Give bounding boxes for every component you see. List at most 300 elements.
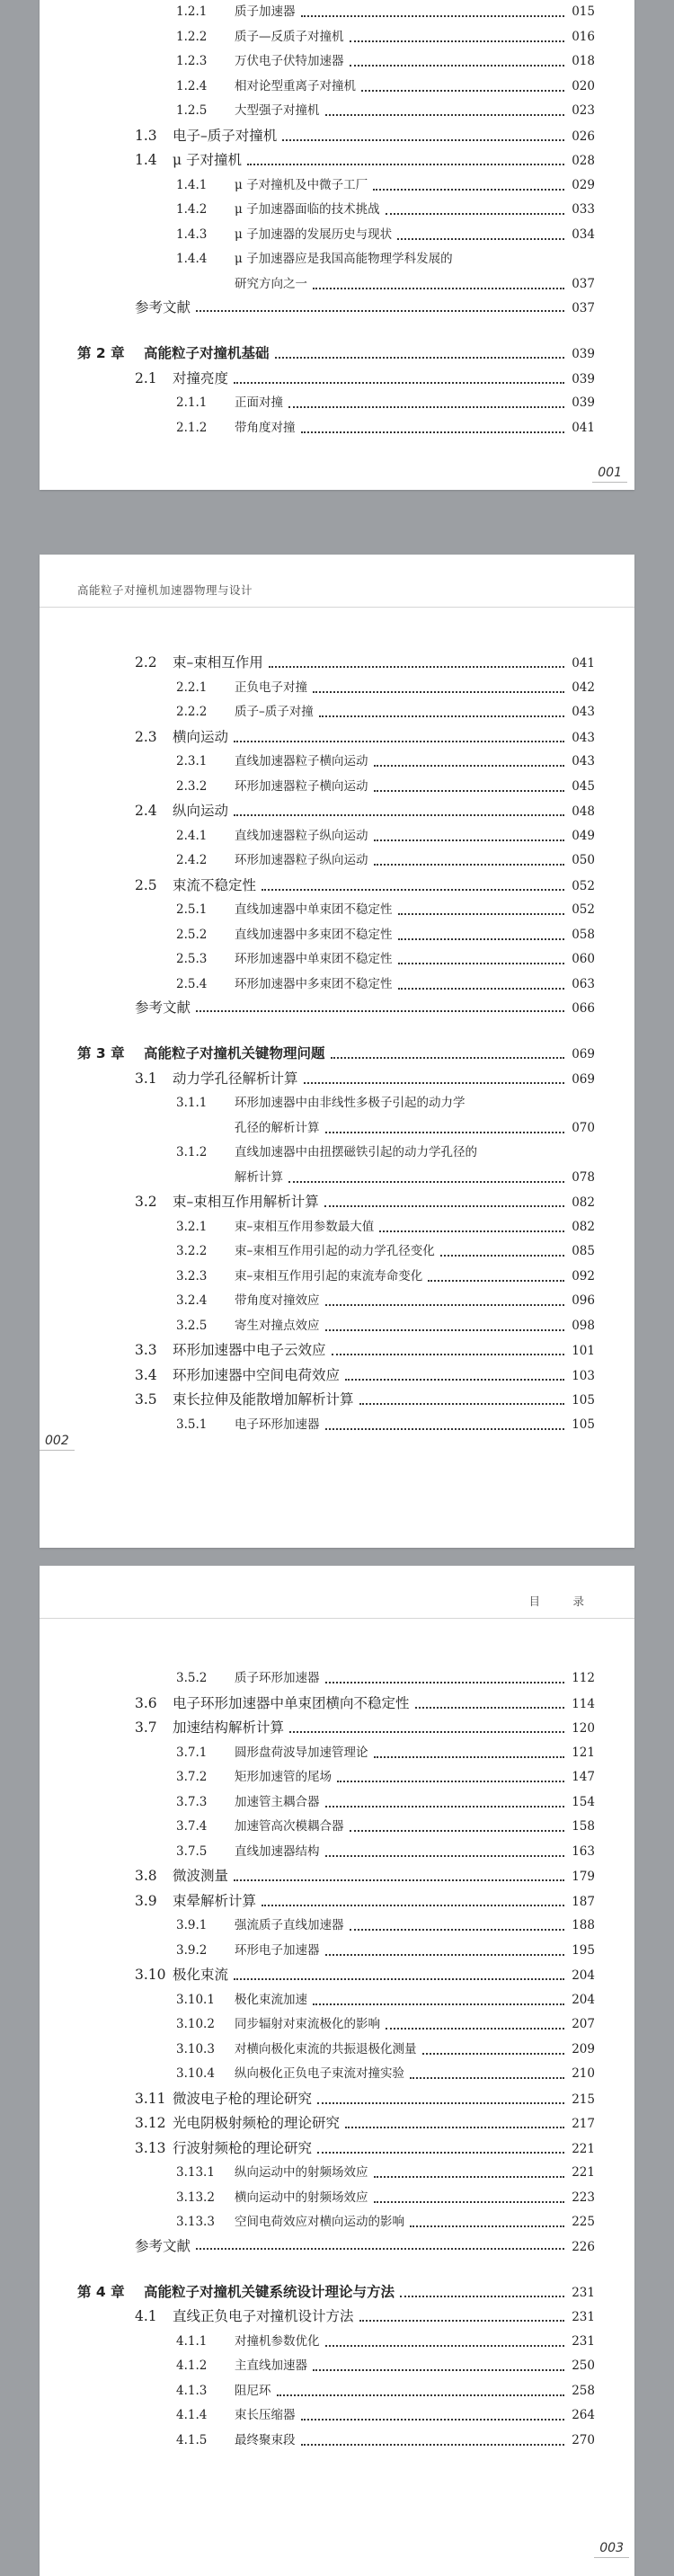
entry-number: 1.2.4	[176, 78, 208, 93]
entry-title: 大型强子对撞机	[235, 103, 320, 118]
dot-leader	[373, 188, 564, 191]
page-number: 041	[572, 420, 595, 435]
page-number: 147	[572, 1770, 595, 1784]
entry-title: 对横向极化束流的共振退极化测量	[235, 2041, 417, 2056]
toc-entry[interactable]	[77, 2429, 595, 2454]
toc-entry[interactable]	[77, 651, 595, 676]
page-number: 163	[572, 1843, 595, 1859]
toc-entry[interactable]	[77, 2186, 595, 2211]
toc-entry[interactable]	[77, 1666, 595, 1692]
dot-leader	[324, 1204, 564, 1207]
toc-entry[interactable]	[77, 973, 595, 998]
toc-entry[interactable]	[77, 997, 595, 1017]
entry-number: 3.10.1	[176, 1992, 215, 2007]
entry-number: 3.7.4	[176, 1819, 208, 1834]
entry-title: 直线正负电子对撞机设计方法	[173, 2308, 354, 2324]
toc-entry[interactable]	[77, 1815, 595, 1840]
entry-title: 强流质子直线加速器	[235, 1918, 344, 1932]
toc-entry[interactable]	[77, 391, 595, 416]
dot-leader	[301, 2443, 565, 2446]
dot-leader	[386, 212, 564, 215]
entry-number: 2.5.4	[176, 976, 208, 991]
entry-title: 圆形盘荷波导加速管理论	[235, 1745, 368, 1760]
page-number: 043	[572, 754, 595, 768]
toc-entry[interactable]	[77, 148, 595, 173]
dot-leader	[332, 1353, 564, 1355]
running-head: 目 录	[528, 1594, 595, 1608]
page-number: 188	[572, 1918, 595, 1932]
toc-page-3	[40, 1566, 634, 2576]
entry-title: 直线加速器中单束团不稳定性	[235, 902, 393, 917]
dot-leader	[345, 1378, 564, 1381]
entry-title: 纵向极化正负电子束流对撞实验	[235, 2066, 404, 2081]
toc-entry[interactable]	[77, 775, 595, 800]
toc-entry[interactable]	[77, 2403, 595, 2429]
entry-number: 3.2.3	[176, 1268, 208, 1284]
dot-leader	[277, 2394, 565, 2396]
toc-entry[interactable]	[77, 1963, 595, 1988]
toc-entry[interactable]	[77, 99, 595, 124]
entry-number: 3.5	[135, 1391, 157, 1408]
toc-entry[interactable]	[77, 1413, 595, 1438]
page-number: 105	[572, 1417, 595, 1432]
page-number: 039	[572, 347, 595, 361]
toc-entry[interactable]	[77, 2161, 595, 2186]
entry-title: 束–束相互作用解析计算	[173, 1194, 319, 1210]
dot-leader	[317, 2101, 564, 2104]
page-number: 043	[572, 705, 595, 719]
entry-title: 环形加速器中由非线性多极子引起的动力学	[235, 1096, 466, 1110]
page-number: 066	[572, 1001, 595, 1016]
dot-leader	[374, 764, 565, 767]
page-number: 023	[572, 103, 595, 118]
entry-number: 2.2	[135, 654, 157, 671]
entry-title: 相对论型重离子对撞机	[235, 78, 356, 93]
toc-entry[interactable]	[77, 750, 595, 775]
entry-title: 光电阴极射频枪的理论研究	[173, 2115, 341, 2131]
dot-leader	[345, 2126, 564, 2128]
toc-entry[interactable]	[77, 198, 595, 223]
toc-entry[interactable]	[77, 1166, 595, 1191]
entry-title: 束长拉伸及能散增加解析计算	[173, 1391, 354, 1408]
dot-leader	[325, 1328, 565, 1331]
toc-entry[interactable]	[77, 0, 595, 25]
toc-entry[interactable]	[77, 367, 595, 392]
toc-entry[interactable]	[77, 947, 595, 973]
toc-entry[interactable]	[77, 1116, 595, 1141]
entry-title: 质子–质子对撞	[235, 705, 314, 719]
dot-leader	[317, 2151, 564, 2154]
entry-title: 束–束相互作用参数最大值	[235, 1219, 375, 1234]
entry-number: 4.1.1	[176, 2333, 208, 2349]
page-number: 015	[572, 4, 595, 19]
entry-number: 3.2.2	[176, 1244, 208, 1258]
toc-entry[interactable]	[77, 1939, 595, 1964]
toc-page-1	[40, 0, 634, 490]
dot-leader	[361, 89, 564, 92]
toc-entry[interactable]	[77, 247, 595, 272]
page-number: 085	[572, 1244, 595, 1258]
toc-entry[interactable]	[77, 1289, 595, 1314]
page-number: 112	[572, 1671, 595, 1685]
chapter-entry[interactable]	[77, 1042, 595, 1067]
toc-entry[interactable]	[77, 2379, 595, 2404]
entry-title: μ 子加速器的发展历史与现状	[235, 227, 393, 242]
page-number: 042	[572, 680, 595, 695]
entry-title: 束–束相互作用	[173, 654, 263, 671]
entry-number: 2.3	[135, 728, 157, 745]
entry-title: 极化束流加速	[235, 1992, 307, 2007]
entry-number: 3.9	[135, 1892, 157, 1909]
entry-number: 3.13.2	[176, 2190, 215, 2205]
toc-entry[interactable]	[77, 2136, 595, 2162]
page-number: 120	[572, 1721, 595, 1736]
entry-number: 1.2.1	[176, 4, 208, 19]
dot-leader	[440, 1254, 564, 1257]
entry-title: 正面对撞	[235, 395, 283, 410]
entry-title: 加速管主耦合器	[235, 1794, 320, 1809]
dot-leader	[386, 2027, 564, 2030]
entry-number: 3.10.2	[176, 2017, 215, 2031]
dot-leader	[301, 2418, 565, 2421]
page-number: 209	[572, 2041, 595, 2056]
page-number: 225	[572, 2215, 595, 2229]
dot-leader	[269, 665, 564, 668]
entry-number: 3.2.1	[176, 1219, 208, 1234]
entry-title: μ 子加速器面临的技术挑战	[235, 202, 380, 217]
entry-number: 3.1.2	[176, 1145, 208, 1159]
entry-title: 高能粒子对撞机关键系统设计理论与方法	[144, 2283, 395, 2300]
entry-number: 2.5.2	[176, 927, 208, 942]
toc-entry[interactable]	[77, 1338, 595, 1364]
entry-title: 环形加速器中空间电荷效应	[173, 1366, 341, 1383]
toc-entry[interactable]	[77, 2210, 595, 2235]
toc-entry[interactable]	[77, 1091, 595, 1116]
header-rule	[40, 1618, 634, 1619]
page-number: 264	[572, 2408, 595, 2422]
toc-entry[interactable]	[77, 1265, 595, 1290]
page-number: 221	[572, 2141, 595, 2156]
dot-leader	[325, 1303, 565, 1306]
dot-leader	[398, 912, 565, 915]
toc-entry[interactable]	[77, 1692, 595, 1717]
toc-entry[interactable]	[77, 1716, 595, 1741]
page-number: 195	[572, 1942, 595, 1958]
entry-number: 3.5.1	[176, 1417, 208, 1432]
dot-leader	[350, 1829, 565, 1832]
toc-entry[interactable]	[77, 416, 595, 441]
entry-title: 矩形加速管的尾场	[235, 1770, 332, 1784]
toc-entry[interactable]	[77, 676, 595, 701]
toc-entry[interactable]	[77, 1067, 595, 1092]
entry-title: 孔径的解析计算	[235, 1120, 320, 1135]
toc-entry[interactable]	[77, 75, 595, 100]
toc-entry[interactable]	[77, 173, 595, 199]
dot-leader	[410, 2076, 564, 2079]
entry-title: 质子加速器	[235, 4, 296, 19]
entry-title: 动力学孔径解析计算	[173, 1070, 298, 1087]
toc-entry[interactable]	[77, 223, 595, 248]
entry-title: 高能粒子对撞机基础	[144, 345, 270, 361]
toc-entry[interactable]	[77, 1239, 595, 1265]
dot-leader	[374, 839, 565, 841]
page-number: 210	[572, 2066, 595, 2081]
dot-leader	[400, 2295, 564, 2297]
entry-number: 3.2.4	[176, 1293, 208, 1308]
entry-title: 环形加速器中多束团不稳定性	[235, 976, 393, 991]
entry-number: 1.2.5	[176, 103, 208, 118]
page-number: 029	[572, 177, 595, 192]
entry-title: 主直线加速器	[235, 2358, 307, 2373]
toc-entry[interactable]	[77, 1988, 595, 2013]
page-number: 231	[572, 2333, 595, 2349]
page-number: 096	[572, 1293, 595, 1308]
toc-entry[interactable]	[77, 1889, 595, 1914]
toc-entry[interactable]	[77, 874, 595, 899]
page-number: 043	[572, 730, 595, 745]
dot-leader	[374, 1755, 565, 1758]
entry-title: 束–束相互作用引起的动力学孔径变化	[235, 1244, 435, 1258]
toc-entry[interactable]	[77, 898, 595, 923]
dot-leader	[289, 1730, 564, 1733]
entry-title: 加速结构解析计算	[173, 1719, 285, 1736]
toc-entry[interactable]	[77, 1314, 595, 1339]
entry-number: 3.5.2	[176, 1671, 208, 1685]
page-number: 105	[572, 1393, 595, 1408]
entry-number: 4.1.5	[176, 2432, 208, 2447]
dot-leader	[398, 987, 565, 990]
entry-number: 3.9.1	[176, 1918, 208, 1932]
page-folio: 001	[598, 466, 622, 480]
page-number: 098	[572, 1318, 595, 1333]
toc-entry[interactable]	[77, 25, 595, 50]
entry-number: 3.13.3	[176, 2215, 215, 2229]
entry-title: 带角度对撞	[235, 420, 296, 435]
chapter-entry[interactable]	[77, 2280, 595, 2305]
entry-number: 1.4	[135, 152, 157, 168]
page-number: 020	[572, 78, 595, 93]
entry-number: 3.7.3	[176, 1794, 208, 1809]
toc-entry[interactable]	[77, 799, 595, 824]
page-number: 049	[572, 828, 595, 843]
page-number: 078	[572, 1169, 595, 1185]
page-number: 231	[572, 2310, 595, 2324]
dot-leader	[262, 888, 564, 891]
page-number: 069	[572, 1047, 595, 1061]
dot-leader	[313, 690, 564, 693]
entry-title: 电子环形加速器	[235, 1417, 320, 1432]
entry-title: 束–束相互作用引起的束流寿命变化	[235, 1268, 423, 1284]
toc-entry[interactable]	[77, 2330, 595, 2355]
entry-title: 环形加速器中单束团不稳定性	[235, 952, 393, 966]
entry-number: 2.3.2	[176, 778, 208, 794]
toc-entry[interactable]	[77, 1215, 595, 1240]
entry-title: 高能粒子对撞机关键物理问题	[144, 1045, 325, 1061]
dot-leader	[288, 1180, 564, 1183]
dot-leader	[374, 2200, 565, 2203]
page-number: 207	[572, 2017, 595, 2031]
entry-title: 行波射频枪的理论研究	[173, 2139, 313, 2156]
entry-number: 第 4 章	[77, 2283, 125, 2300]
entry-number: 2.4	[135, 803, 157, 819]
toc-entry[interactable]	[77, 700, 595, 725]
dot-leader	[288, 405, 564, 408]
entry-title: μ 子对撞机	[173, 152, 243, 168]
page-folio: 003	[599, 2541, 624, 2555]
toc-entry[interactable]	[77, 1741, 595, 1766]
entry-title: 直线加速器中由扭摆磁铁引起的动力学孔径的	[235, 1145, 477, 1159]
entry-number: 3.2.5	[176, 1318, 208, 1333]
page-number: 092	[572, 1268, 595, 1284]
entry-number: 2.1.2	[176, 420, 208, 435]
page-number: 026	[572, 129, 595, 144]
dot-leader	[247, 163, 564, 165]
entry-title: 电子–质子对撞机	[173, 127, 278, 144]
toc-entry[interactable]	[77, 124, 595, 149]
dot-leader	[275, 356, 564, 359]
toc-entry[interactable]	[77, 824, 595, 849]
entry-title: 万伏电子伏特加速器	[235, 54, 344, 68]
toc-entry[interactable]	[77, 848, 595, 874]
dot-leader	[301, 14, 565, 17]
entry-number: 1.4.4	[176, 252, 208, 266]
toc-entry[interactable]	[77, 1840, 595, 1865]
dot-leader	[350, 40, 565, 42]
toc-entry[interactable]	[77, 1190, 595, 1215]
dot-leader	[234, 381, 564, 384]
entry-number: 1.2.2	[176, 29, 208, 44]
entry-number: 3.7.5	[176, 1843, 208, 1859]
toc-entry[interactable]	[77, 1864, 595, 1889]
toc-list	[77, 1666, 595, 2453]
entry-title: 直线加速器结构	[235, 1843, 320, 1859]
dot-leader	[422, 2052, 565, 2055]
entry-title: 参考文献	[135, 299, 191, 315]
entry-title: 研究方向之一	[235, 276, 307, 291]
toc-entry[interactable]	[77, 1790, 595, 1816]
dot-leader	[398, 937, 565, 940]
page-number: 028	[572, 154, 595, 168]
entry-title: μ 子对撞机及中微子工厂	[235, 177, 368, 192]
page-number: 016	[572, 29, 595, 44]
entry-number: 3.1	[135, 1070, 157, 1087]
toc-page-2	[40, 555, 634, 1548]
toc-entry[interactable]	[77, 2038, 595, 2063]
entry-title: 带角度对撞效应	[235, 1293, 320, 1308]
dot-leader	[325, 1681, 565, 1683]
toc-entry[interactable]	[77, 2062, 595, 2087]
entry-title: 环形加速器中电子云效应	[173, 1342, 326, 1358]
page-number: 082	[572, 1219, 595, 1234]
entry-title: 空间电荷效应对横向运动的影响	[235, 2215, 404, 2229]
toc-entry[interactable]	[77, 1914, 595, 1939]
page-number: 039	[572, 371, 595, 386]
dot-leader	[234, 740, 564, 742]
entry-title: 微波测量	[173, 1868, 229, 1884]
entry-number: 2.5.3	[176, 952, 208, 966]
entry-number: 3.3	[135, 1342, 157, 1358]
toc-entry[interactable]	[77, 49, 595, 75]
dot-leader	[374, 2175, 565, 2178]
entry-number: 2.5.1	[176, 902, 208, 917]
page-number: 052	[572, 878, 595, 893]
entry-number: 3.13.1	[176, 2165, 215, 2180]
page-number: 204	[572, 1968, 595, 1983]
entry-number: 2.2.1	[176, 680, 208, 695]
entry-number: 第 2 章	[77, 345, 125, 361]
toc-entry[interactable]	[77, 1765, 595, 1790]
toc-entry[interactable]	[77, 725, 595, 751]
dot-leader	[415, 1706, 564, 1709]
page-number: 114	[572, 1696, 595, 1711]
toc-entry[interactable]	[77, 923, 595, 948]
toc-entry[interactable]	[77, 1141, 595, 1166]
toc-entry[interactable]	[77, 272, 595, 298]
dot-leader	[196, 1009, 564, 1012]
entry-number: 1.4.2	[176, 202, 208, 217]
entry-number: 4.1.3	[176, 2383, 208, 2398]
entry-number: 3.7.1	[176, 1745, 208, 1760]
entry-number: 2.2.2	[176, 705, 208, 719]
toc-entry[interactable]	[77, 2012, 595, 2038]
page-number: 063	[572, 976, 595, 991]
entry-title: 直线加速器粒子横向运动	[235, 754, 368, 768]
entry-title: 环形加速器粒子纵向运动	[235, 853, 368, 867]
entry-number: 3.9.2	[176, 1942, 208, 1958]
page-number: 215	[572, 2092, 595, 2107]
dot-leader	[313, 2368, 564, 2371]
entry-title: 横向运动中的射频场效应	[235, 2190, 368, 2205]
entry-title: 纵向运动	[173, 803, 229, 819]
page-number: 223	[572, 2190, 595, 2205]
dot-leader	[234, 1977, 564, 1980]
page-number: 101	[572, 1344, 595, 1358]
entry-title: 阻尼环	[235, 2383, 271, 2398]
toc-entry[interactable]	[77, 2305, 595, 2330]
entry-title: 微波电子枪的理论研究	[173, 2090, 313, 2107]
dot-leader	[428, 1279, 564, 1282]
entry-number: 3.8	[135, 1868, 157, 1884]
entry-number: 4.1	[135, 2308, 157, 2324]
toc-entry[interactable]	[77, 2354, 595, 2379]
entry-title: 正负电子对撞	[235, 680, 307, 695]
page-number: 041	[572, 656, 595, 671]
toc-entry[interactable]	[77, 1364, 595, 1389]
page-number: 217	[572, 2117, 595, 2131]
page-number: 121	[572, 1745, 595, 1760]
entry-number: 2.1.1	[176, 395, 208, 410]
dot-leader	[304, 1081, 564, 1084]
entry-title: 参考文献	[135, 999, 191, 1016]
toc-entry[interactable]	[77, 2235, 595, 2255]
toc-entry[interactable]	[77, 1388, 595, 1413]
entry-title: 同步辐射对束流极化的影响	[235, 2017, 380, 2031]
page-number: 231	[572, 2285, 595, 2300]
page-number: 058	[572, 927, 595, 942]
entry-number: 3.1.1	[176, 1096, 208, 1110]
entry-number: 2.4.1	[176, 828, 208, 843]
entry-title: 最终聚束段	[235, 2432, 296, 2447]
entry-number: 4.1.2	[176, 2358, 208, 2373]
toc-entry[interactable]	[77, 2111, 595, 2136]
toc-entry[interactable]	[77, 297, 595, 316]
toc-entry[interactable]	[77, 2087, 595, 2112]
chapter-entry[interactable]	[77, 342, 595, 367]
entry-number: 2.4.2	[176, 853, 208, 867]
entry-number: 2.1	[135, 369, 157, 386]
page-number: 250	[572, 2358, 595, 2373]
page-number: 158	[572, 1819, 595, 1834]
